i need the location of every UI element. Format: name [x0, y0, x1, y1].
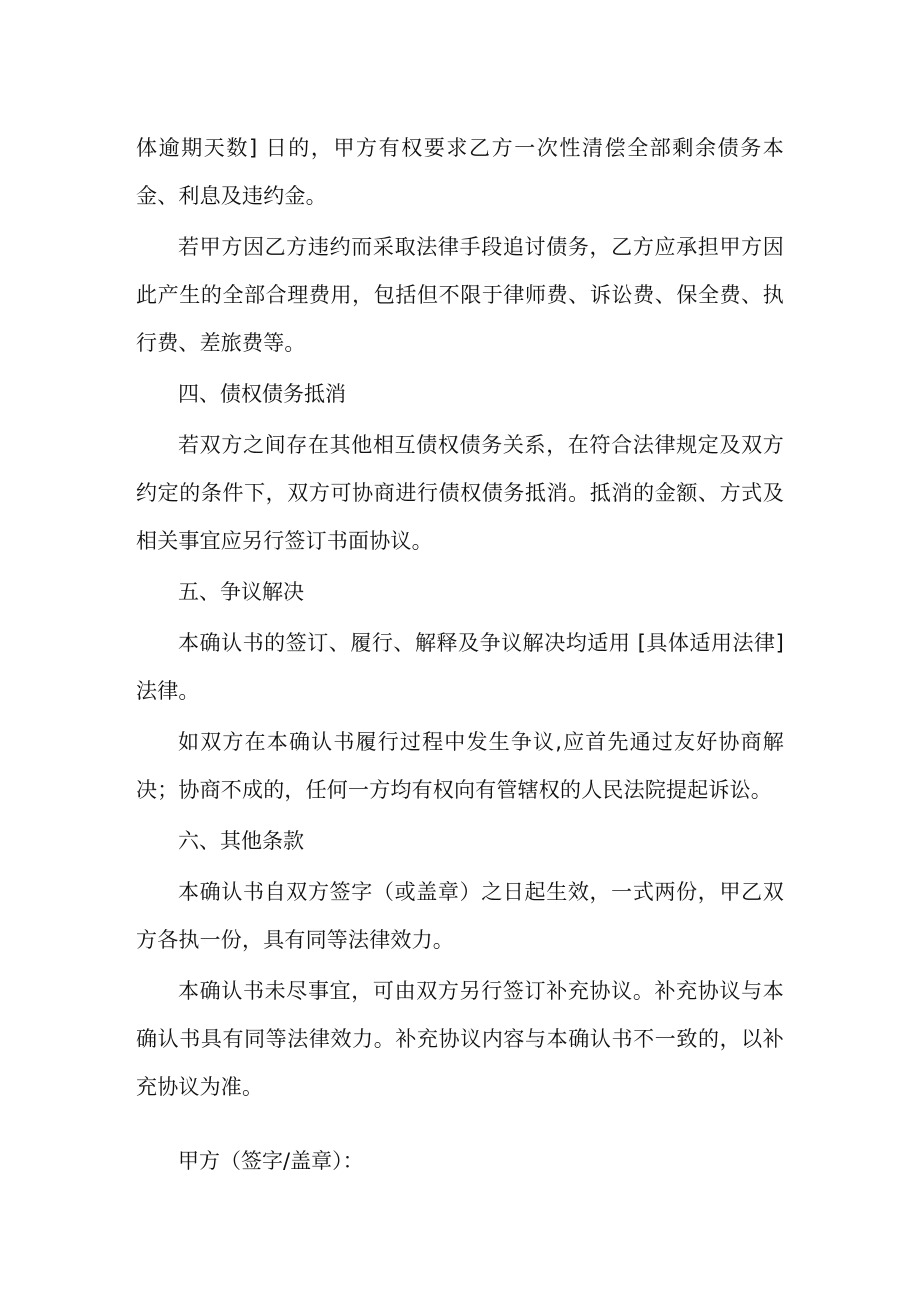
paragraph-dispute-resolution: 如双方在本确认书履行过程中发生争议,应首先通过友好协商解决；协商不成的，任何一方均有权向有管辖权的人民法院提起诉讼。 [136, 730, 784, 802]
paragraph-offset: 若双方之间存在其他相互债权债务关系，在符合法律规定及双方约定的条件下，双方可协商进行债权债务抵消。抵消的金额、方式及相关事宜应另行签订书面协议。 [136, 433, 784, 553]
paragraph-governing-law: 本确认书的签订、履行、解释及争议解决均适用 [具体适用法律] 法律。 [136, 631, 784, 703]
section-heading-dispute: 五、争议解决 [178, 580, 304, 604]
section-heading-offset: 四、债权债务抵消 [178, 382, 346, 406]
section-heading-other-terms: 六、其他条款 [178, 829, 304, 853]
paragraph-effectiveness: 本确认书自双方签字（或盖章）之日起生效，一式两份，甲乙双方各执一份，具有同等法律效力。 [136, 880, 784, 952]
paragraph-supplementary: 本确认书未尽事宜，可由双方另行签订补充协议。补充协议与本确认书具有同等法律效力。补充协议内容与本确认书不一致的，以补充协议为准。 [136, 979, 784, 1099]
signature-label-party-a: 甲方（签字/盖章）： [178, 1149, 364, 1173]
paragraph-legal-costs: 若甲方因乙方违约而采取法律手段追讨债务，乙方应承担甲方因此产生的全部合理费用，包括但不限于律师费、诉讼费、保全费、执行费、差旅费等。 [136, 235, 784, 355]
paragraph-overdue-clause: 体逾期天数] 日的，甲方有权要求乙方一次性清偿全部剩余债务本金、利息及违约金。 [136, 136, 784, 208]
